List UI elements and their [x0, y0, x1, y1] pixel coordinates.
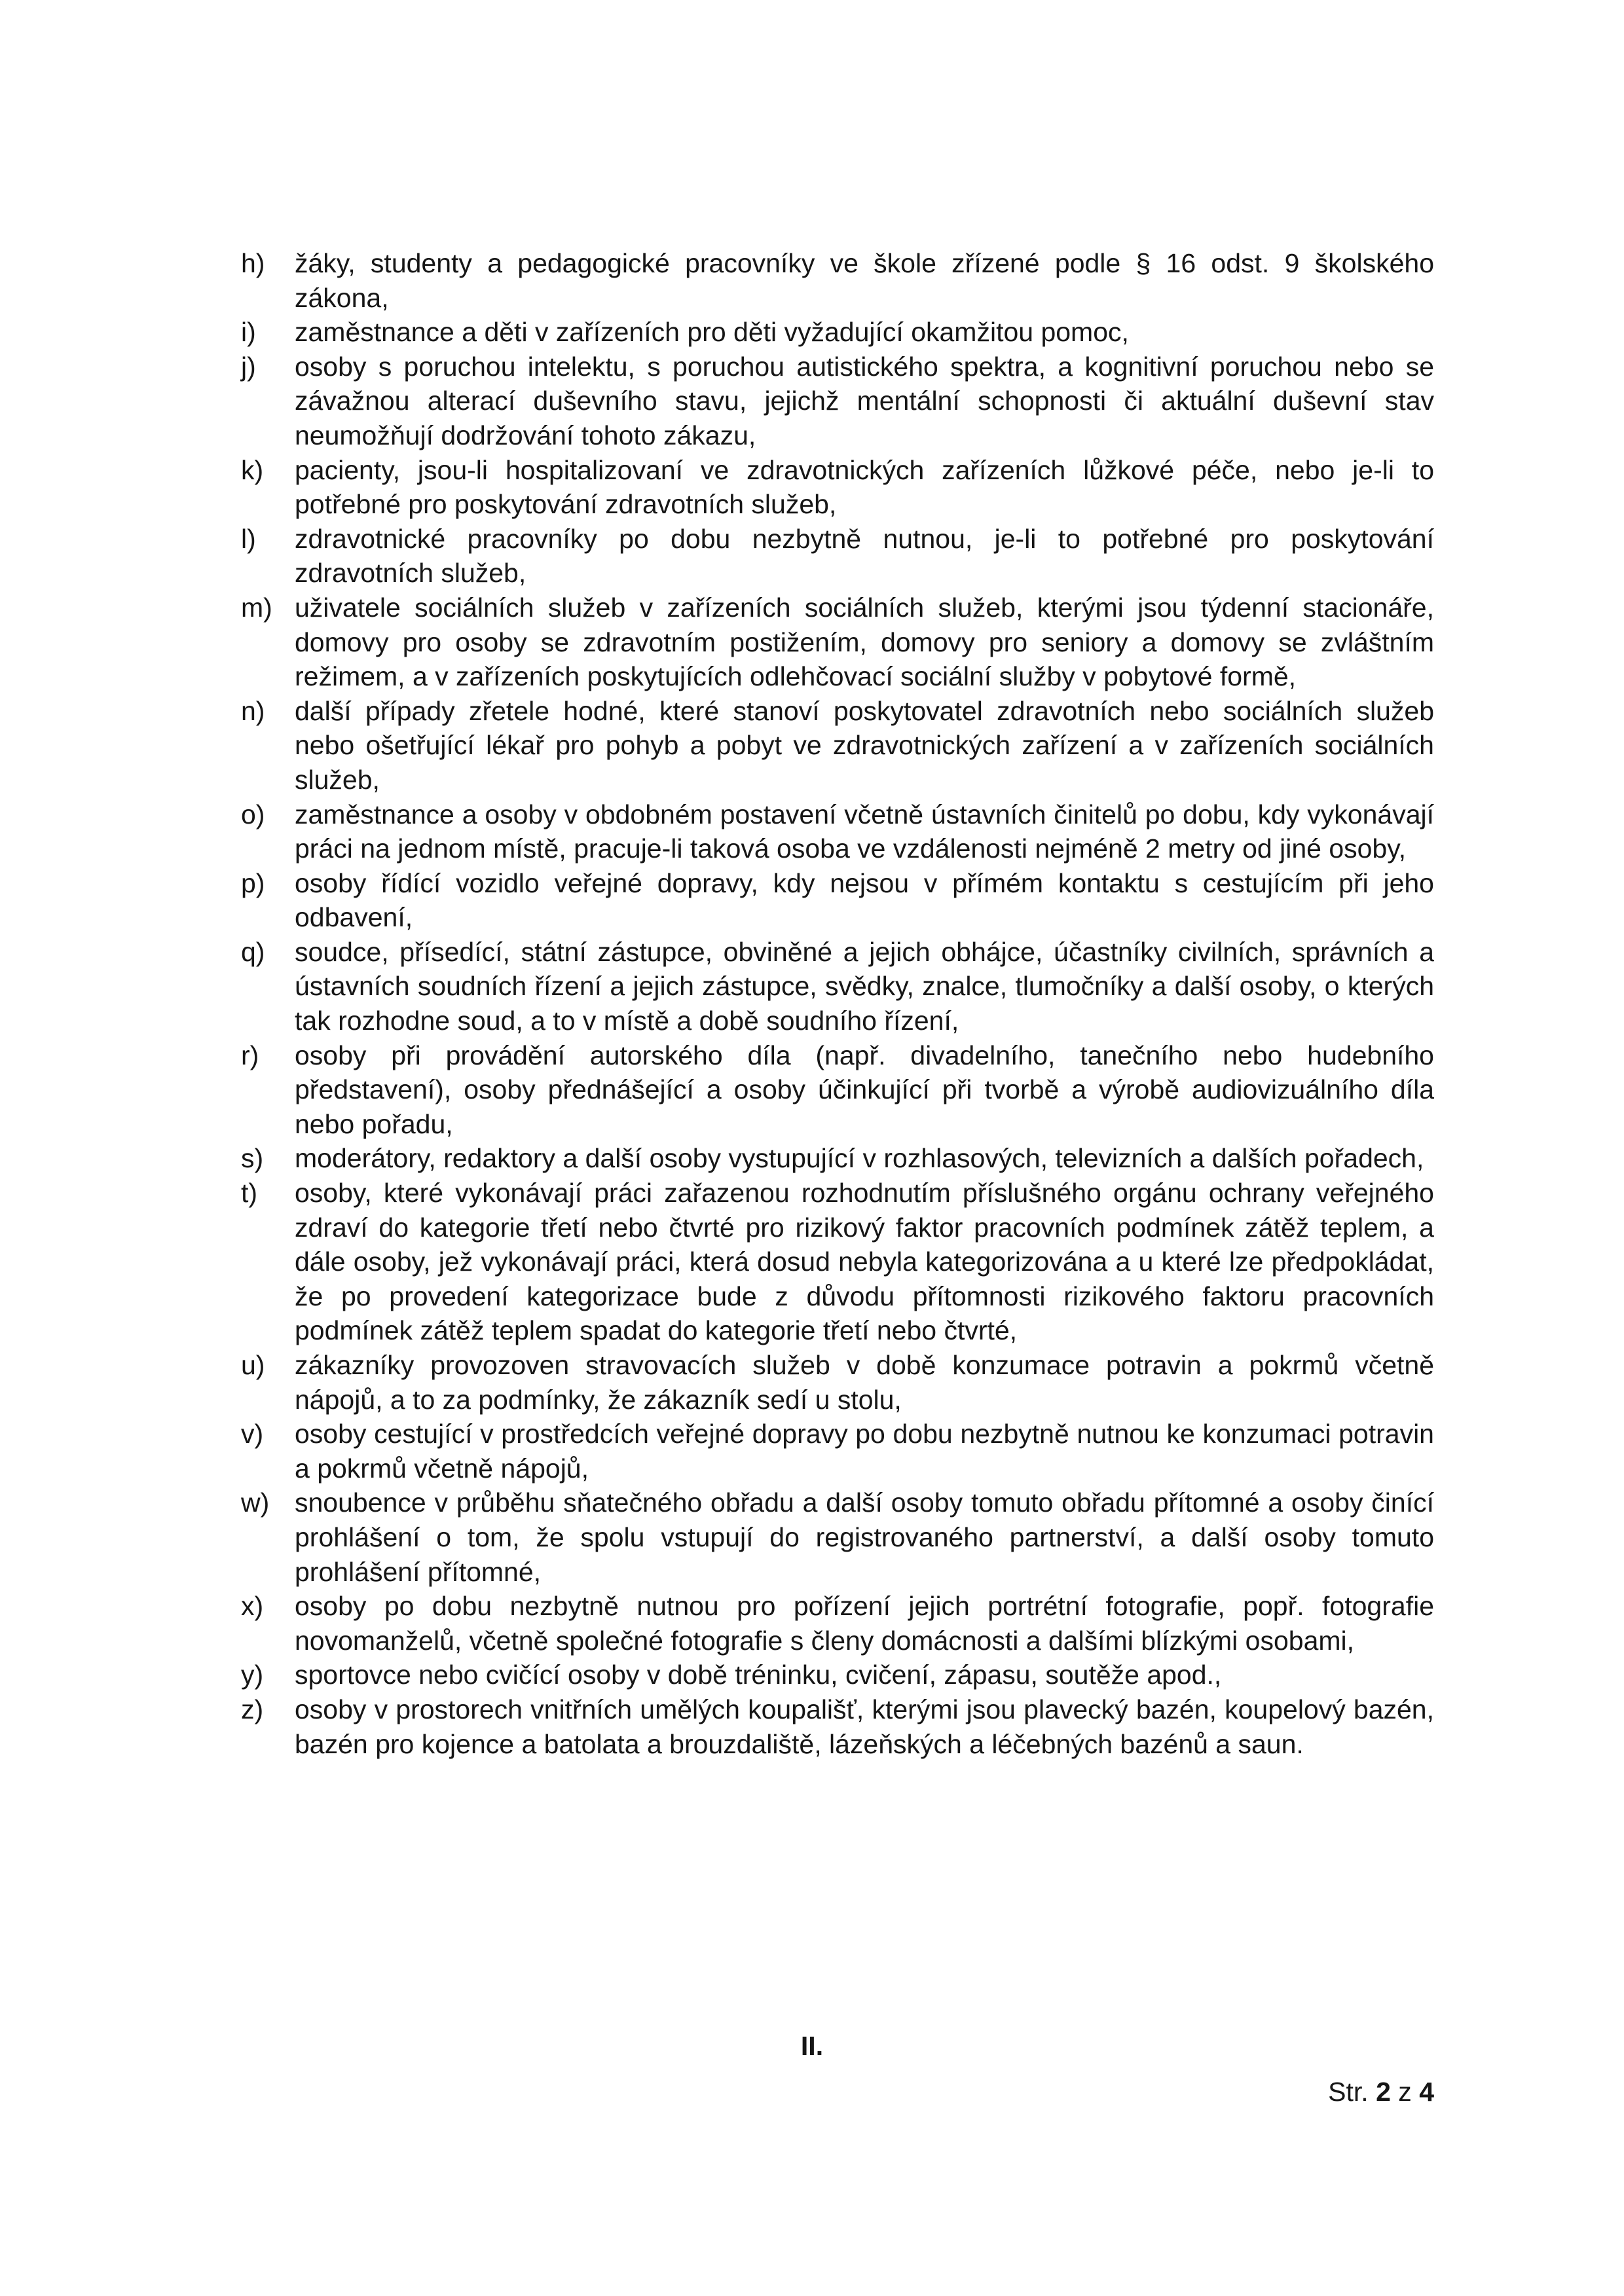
item-text: osoby při provádění autorského díla (např. divadelního, tanečního nebo hudebního představení), osoby přednášející a osoby účinkující při tvorbě a výrobě audiovizuálního díla nebo pořadu, — [295, 1040, 1434, 1139]
item-text: pacienty, jsou-li hospitalizovaní ve zdravotnických zařízeních lůžkové péče, nebo je-li to potřebné pro poskytování zdravotních služeb, — [295, 454, 1434, 520]
item-marker: z) — [241, 1694, 264, 1724]
section-heading: II. — [800, 2031, 824, 2061]
list-item — [241, 1692, 1434, 1761]
list-item — [241, 1658, 1434, 1692]
item-text: moderátory, redaktory a další osoby vystupující v rozhlasových, televizních a dalších pořadech, — [295, 1143, 1424, 1174]
item-text: osoby po dobu nezbytně nutnou pro pořízení jejich portrétní fotografie, popř. fotografie novomanželů, včetně společné fotografie s členy domácnosti a dalšími blízkými osobami, — [295, 1591, 1434, 1656]
item-text: zaměstnance a děti v zařízeních pro děti vyžadující okamžitou pomoc, — [295, 317, 1129, 348]
item-text: osoby cestující v prostředcích veřejné dopravy po dobu nezbytně nutnou ke konzumaci potravin a pokrmů včetně nápojů, — [295, 1419, 1434, 1484]
item-marker: q) — [241, 936, 265, 967]
item-marker: r) — [241, 1040, 259, 1070]
list-item — [241, 935, 1434, 1038]
item-marker: p) — [241, 867, 265, 898]
list-item — [241, 1141, 1434, 1176]
list-item — [241, 453, 1434, 522]
exemption-list — [241, 246, 1434, 1761]
item-text: osoby v prostorech vnitřních umělých koupališť, kterými jsou plavecký bazén, koupelový bazén, bazén pro kojence a batolata a brouzdaliště, lázeňských a léčebných bazénů a saun. — [295, 1694, 1434, 1759]
item-text: zdravotnické pracovníky po dobu nezbytně nutnou, je-li to potřebné pro poskytování zdravotních služeb, — [295, 523, 1434, 589]
item-marker: x) — [241, 1591, 264, 1622]
page-number — [1328, 2077, 1434, 2107]
item-text: osoby s poruchou intelektu, s poruchou autistického spektra, a kognitivní poruchou nebo se závažnou alterací duševního stavu, jejichž mentální schopnosti či aktuální duševní stav neumožňují dodržování tohoto zákazu, — [295, 351, 1434, 450]
item-text: snoubence v průběhu sňatečného obřadu a další osoby tomuto obřadu přítomné a osoby činící prohlášení o tom, že spolu vstupují do registrovaného partnerství, a další osoby tomuto prohlášení přítomné, — [295, 1487, 1434, 1587]
list-item — [241, 350, 1434, 453]
page-number-total: 4 — [1419, 2077, 1434, 2107]
item-marker: t) — [241, 1178, 258, 1209]
item-marker: k) — [241, 454, 264, 485]
item-text: další případy zřetele hodné, které stanoví poskytovatel zdravotních nebo sociálních služeb nebo ošetřující lékař pro pohyb a pobyt ve zdravotnických zařízení a v zařízeních sociálních služeb, — [295, 695, 1434, 795]
item-text: zákazníky provozoven stravovacích služeb v době konzumace potravin a pokrmů včetně nápojů, a to za podmínky, že zákazník sedí u stolu, — [295, 1350, 1434, 1415]
item-marker: l) — [241, 523, 256, 554]
item-marker: n) — [241, 695, 265, 726]
list-item — [241, 246, 1434, 315]
item-text: soudce, přísedící, státní zástupce, obviněné a jejich obhájce, účastníky civilních, správních a ústavních soudních řízení a jejich zástupce, svědky, znalce, tlumočníky a další osoby, o kterých tak rozhodne soud, a to v místě a době soudního řízení, — [295, 936, 1434, 1036]
item-marker: j) — [241, 351, 256, 382]
list-item — [241, 1417, 1434, 1485]
list-item — [241, 1589, 1434, 1658]
item-marker: h) — [241, 248, 265, 278]
list-item — [241, 522, 1434, 591]
list-item — [241, 315, 1434, 350]
page-number-current: 2 — [1376, 2077, 1391, 2107]
item-text: osoby, které vykonávají práci zařazenou rozhodnutím příslušného orgánu ochrany veřejného zdraví do kategorie třetí nebo čtvrté pro rizikový faktor pracovních podmínek zátěž teplem, a dále osoby, jež vykonávají práci, která dosud nebyla kategorizována a u které lze předpokládat, že po provedení kategorizace bude z důvodu přítomnosti rizikového faktoru pracovních podmínek zátěž teplem spadat do kategorie třetí nebo čtvrté, — [295, 1178, 1434, 1346]
page-number-separator: z — [1398, 2077, 1412, 2107]
list-item — [241, 1485, 1434, 1589]
list-item — [241, 1038, 1434, 1142]
list-item — [241, 797, 1434, 866]
item-text: sportovce nebo cvičící osoby v době tréninku, cvičení, zápasu, soutěže apod., — [295, 1660, 1222, 1690]
item-marker: m) — [241, 592, 272, 623]
item-text: žáky, studenty a pedagogické pracovníky ve škole zřízené podle § 16 odst. 9 školského zákona, — [295, 248, 1434, 313]
list-item — [241, 591, 1434, 694]
item-text: osoby řídící vozidlo veřejné dopravy, kdy nejsou v přímém kontaktu s cestujícím při jeho odbavení, — [295, 867, 1434, 933]
list-item — [241, 1176, 1434, 1348]
item-marker: o) — [241, 799, 265, 829]
item-marker: i) — [241, 317, 256, 348]
item-marker: y) — [241, 1660, 264, 1690]
list-item — [241, 866, 1434, 935]
item-marker: v) — [241, 1419, 264, 1449]
item-marker: u) — [241, 1350, 265, 1380]
item-marker: s) — [241, 1143, 264, 1174]
item-text: uživatele sociálních služeb v zařízeních sociálních služeb, kterými jsou týdenní stacionáře, domovy pro osoby se zdravotním postižením, domovy pro seniory a domovy se zvláštním režimem, a v zařízeních poskytujících odlehčovací sociální služby v pobytové formě, — [295, 592, 1434, 692]
page-number-prefix: Str. — [1328, 2077, 1369, 2107]
list-item — [241, 1348, 1434, 1417]
item-text: zaměstnance a osoby v obdobném postavení včetně ústavních činitelů po dobu, kdy vykonávají práci na jednom místě, pracuje-li taková osoba ve vzdálenosti nejméně 2 metry od jiné osoby, — [295, 799, 1434, 864]
list-item — [241, 694, 1434, 797]
item-marker: w) — [241, 1487, 270, 1518]
